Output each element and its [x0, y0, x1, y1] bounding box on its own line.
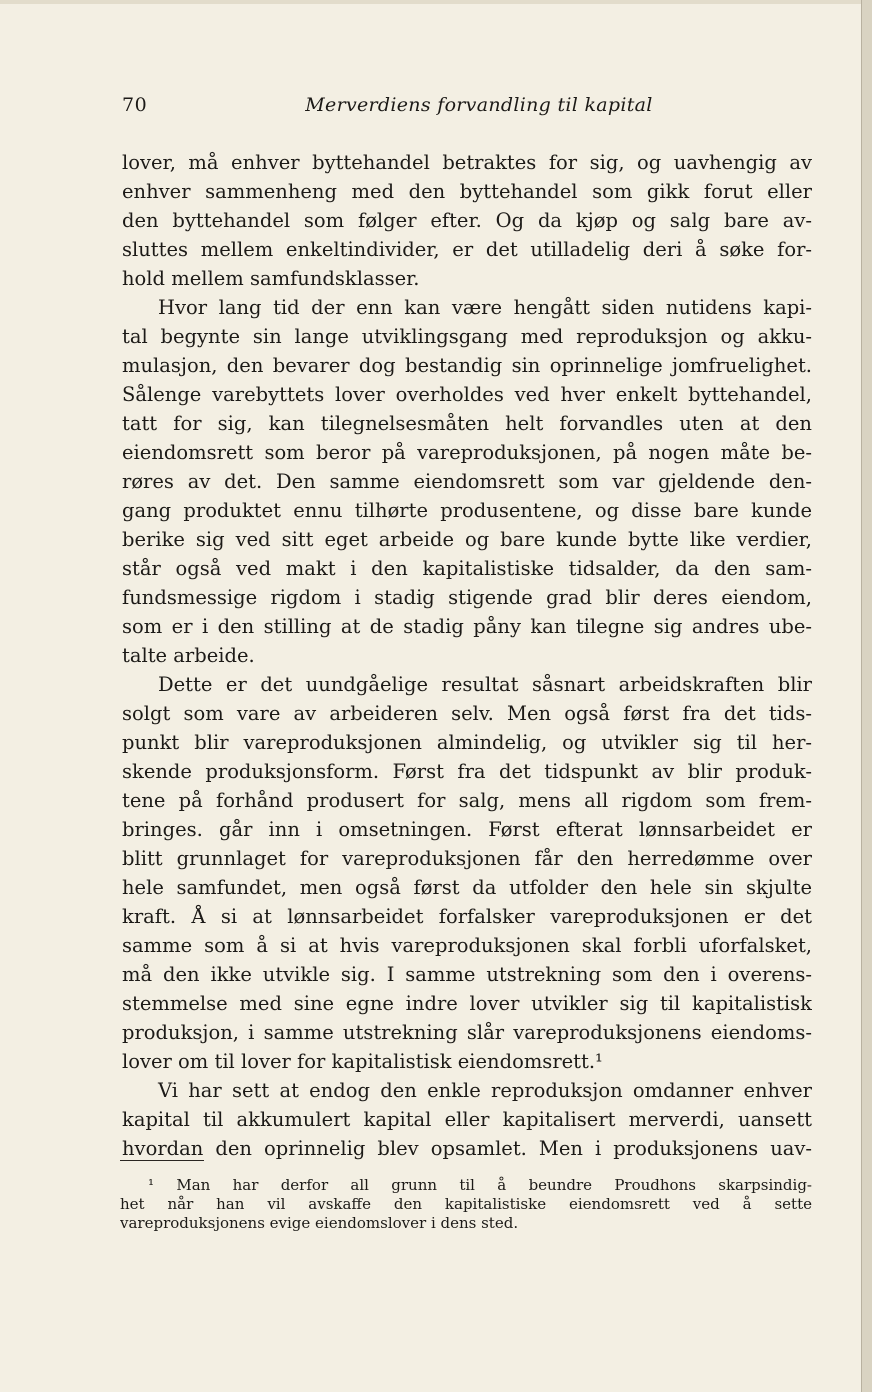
footnote-divider [120, 1160, 204, 1161]
page-right-edge [861, 0, 872, 1392]
text-line: eiendomsrett som beror på vareproduksjonen, på nogen måte be- [122, 441, 812, 464]
text-line: skende produksjonsform. Først fra det tidspunkt av blir produk- [122, 760, 812, 783]
text-line: Dette er det uundgåelige resultat såsnart arbeidskraften blir [158, 673, 812, 696]
text-line: Hvor lang tid der enn kan være hengått siden nutidens kapi- [158, 296, 812, 319]
body-text [122, 148, 812, 1163]
page-number: 70 [122, 94, 148, 116]
text-line: talte arbeide. [122, 644, 255, 667]
text-line: står også ved makt i den kapitalistiske tidsalder, da den sam- [122, 557, 812, 580]
text-line: som er i den stilling at de stadig påny kan tilegne sig andres ube- [122, 615, 812, 638]
text-line: sluttes mellem enkeltindivider, er det utilladelig deri å søke for- [122, 238, 812, 261]
text-line: Sålenge varebyttets lover overholdes ved hver enkelt byttehandel, [122, 383, 812, 406]
page-header [122, 94, 812, 122]
text-line: hele samfundet, men også først da utfolder den hele sin skjulte [122, 876, 812, 899]
text-line: samme som å si at hvis vareproduksjonen skal forbli uforfalsket, [122, 934, 812, 957]
text-line: berike sig ved sitt eget arbeide og bare kunde bytte like verdier, [122, 528, 812, 551]
text-line: punkt blir vareproduksjonen almindelig, og utvikler sig til her- [122, 731, 812, 754]
text-line: lover om til lover for kapitalistisk eiendomsrett.¹ [122, 1050, 603, 1073]
running-title: Merverdiens forvandling til kapital [305, 94, 653, 116]
text-line: stemmelse med sine egne indre lover utvikler sig til kapitalistisk [122, 992, 812, 1015]
text-line: hold mellem samfundsklasser. [122, 267, 420, 290]
footnote-line: het når han vil avskaffe den kapitalistiske eiendomsrett ved å sette [120, 1195, 812, 1213]
text-line: kapital til akkumulert kapital eller kapitalisert merverdi, uansett [122, 1108, 812, 1131]
page-top-edge [0, 0, 872, 4]
text-line: fundsmessige rigdom i stadig stigende grad blir deres eiendom, [122, 586, 812, 609]
footnotes [120, 1176, 812, 1233]
text-line: solgt som vare av arbeideren selv. Men også først fra det tids- [122, 702, 812, 725]
text-line: bringes. går inn i omsetningen. Først efterat lønnsarbeidet er [122, 818, 812, 841]
text-line: mulasjon, den bevarer dog bestandig sin oprinnelige jomfruelighet. [122, 354, 812, 377]
text-line: tene på forhånd produsert for salg, mens all rigdom som frem- [122, 789, 812, 812]
text-line: hvordan den oprinnelig blev opsamlet. Men i produksjonens uav- [122, 1137, 812, 1160]
text-line: blitt grunnlaget for vareproduksjonen får den herredømme over [122, 847, 812, 870]
text-line: kraft. Å si at lønnsarbeidet forfalsker vareproduksjonen er det [122, 905, 812, 928]
text-line: må den ikke utvikle sig. I samme utstrekning som den i overens- [122, 963, 812, 986]
text-line: enhver sammenheng med den byttehandel som gikk forut eller [122, 180, 812, 203]
text-line: produksjon, i samme utstrekning slår vareproduksjonens eiendoms- [122, 1021, 812, 1044]
text-line: Vi har sett at endog den enkle reproduksjon omdanner enhver [158, 1079, 812, 1102]
footnote-line: ¹ Man har derfor all grunn til å beundre Proudhons skarpsindig- [148, 1176, 812, 1194]
text-line: tal begynte sin lange utviklingsgang med reproduksjon og akku- [122, 325, 812, 348]
footnote-line: vareproduksjonens evige eiendomslover i dens sted. [120, 1214, 519, 1232]
text-line: den byttehandel som følger efter. Og da kjøp og salg bare av- [122, 209, 812, 232]
text-line: røres av det. Den samme eiendomsrett som var gjeldende den- [122, 470, 812, 493]
text-line: tatt for sig, kan tilegnelsesmåten helt forvandles uten at den [122, 412, 812, 435]
text-line: lover, må enhver byttehandel betraktes for sig, og uavhengig av [122, 151, 812, 174]
text-line: gang produktet ennu tilhørte produsentene, og disse bare kunde [122, 499, 812, 522]
